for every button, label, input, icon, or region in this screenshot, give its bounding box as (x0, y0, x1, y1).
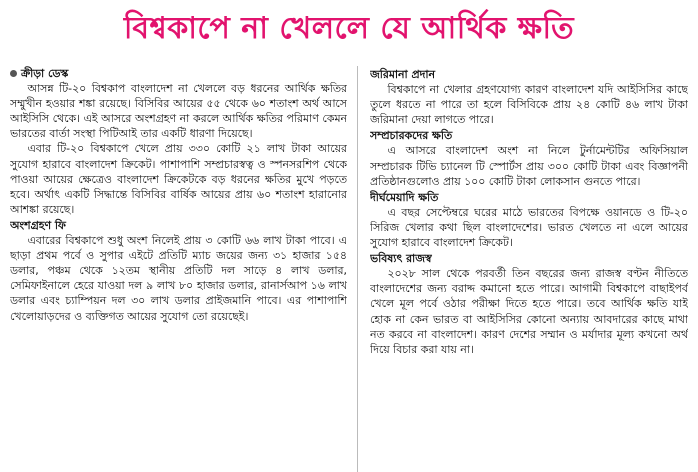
subheading: দীর্ঘমেয়াদি ক্ষতি (370, 190, 439, 204)
paragraph: এবার টি-২০ বিশ্বকাপে খেলে প্রায় ৩৩০ কোটি ২১ লাখ টাকা আয়ের সুযোগ হারাবে বাংলাদেশ ক্রিকেট। পাশাপাশি সম্প্রচারস্বত্ব ও স্পনসরশিপ থেকে পাওয়া আয়ের ক্ষেত্রেও বাংলাদেশ ক্রিকেটকে বড় ধরনের ক্ষতির মুখে পড়তে হবে। অর্থাৎ একটি সিদ্ধান্তে বিসিবির বার্ষিক আয়ের প্রায় ৬০ শতাংশ হারানোর আশঙ্কা রয়েছে। (10, 142, 347, 216)
paragraph: এ আসরে বাংলাদেশ অংশ না নিলে টুর্নামেন্টটির অফিসিয়াল সম্প্রচারক টিভি চ্যানেল টি স্পোর্টস প্রায় ৩০০ কোটি টাকা এবং বিজ্ঞাপনী প্রতিষ্ঠানগুলোও প্রায় ১০০ কোটি টাকা লোকসান গুনতে পারে। (370, 144, 688, 188)
paragraph: এবারের বিশ্বকাপে শুধু অংশ নিলেই প্রায় ৩ কোটি ৬৬ লাখ টাকা পাবে। এ ছাড়া প্রথম পর্বে ও সুপার এইটে প্রতিটি ম্যাচ জয়ের জন্য ৩১ হাজার ১৫৪ ডলার, পঞ্চম থেকে ১২তম স্থানীয় প্রতিটি দল সাড়ে ৪ লাখ ডলার, সেমিফাইনালে হেরে যাওয়া দল ৯ লাখ ৮০ হাজার ডলার, রানার্সআপ ১৬ লাখ ডলার এবং চ্যাম্পিয়ন দল ৩০ লাখ ডলার প্রাইজমানি পাবে। এর পাশাপাশি খেলোয়াড়দের ও ব্যক্তিগত আয়ের সুযোগ তো রয়েছেই। (10, 234, 347, 323)
paragraph: ২০২৮ সাল থেকে পরবর্তী তিন বছরের জন্য রাজস্ব বণ্টন নীতিতে বাংলাদেশের জন্য বরাদ্দ কমানো হতে পারে। আগামী বিশ্বকাপে বাছাইপর্ব খেলে মূল পর্বে ওঠার পরীক্ষা দিতে হতে পারে। তবে আর্থিক ক্ষতি যাই হোক না কেন ভারত বা আইসিসির কোনো অন্যায় আবদারের কাছে মাথা নত করবে না বাংলাদেশ। কারণ দেশের সম্মান ও মর্যাদার মূল্য কখনো অর্থ দিয়ে বিচার করা যায় না। (370, 267, 688, 356)
paragraph: বিশ্বকাপে না খেলার গ্রহণযোগ্য কারণ বাংলাদেশ যদি আইসিসির কাছে তুলে ধরতে না পারে তা হলে বিসিবিকে প্রায় ২৪ কোটি ৪৬ লাখ টাকা জরিমানা দেয়া লাগতে পারে। (370, 83, 688, 127)
bullet-icon (10, 70, 17, 77)
paragraph: আসন্ন টি-২০ বিশ্বকাপ বাংলাদেশ না খেললে বড় ধরনের আর্থিক ক্ষতির সম্মুখীন হওয়ার শঙ্কা রয়েছে। বিসিবির আয়ের ৫৫ থেকে ৬০ শতাংশ অর্থ আসে আইসিসি থেকে। এই আসরে অংশগ্রহণ না করলে আর্থিক ক্ষতির পরিমাণ কেমন ভারতের বার্তা সংস্থা পিটিআই তার একটি ধারণা দিয়েছে। (10, 82, 347, 141)
subheading: সম্প্রচারকদের ক্ষতি (370, 129, 453, 143)
right-column (370, 66, 688, 472)
column-divider (357, 66, 358, 472)
left-column (10, 66, 347, 472)
subheading: জরিমানা প্রদান (370, 68, 436, 81)
byline (10, 66, 347, 81)
headline: বিশ্বকাপে না খেললে যে আর্থিক ক্ষতি (123, 11, 575, 46)
byline-text: ক্রীড়া ডেস্ক (21, 67, 69, 80)
subheading: অংশগ্রহণ ফি (10, 218, 66, 232)
subheading: ভবিষ্যৎ রাজস্ব (370, 252, 432, 266)
paragraph: এ বছর সেপ্টেম্বরে ঘরের মাঠে ভারতের বিপক্ষে ওয়ানডে ও টি-২০ সিরিজ খেলার কথা ছিল বাংলাদেশের। ভারত খেলতে না এলে আয়ের সুযোগ হারাবে বাংলাদেশ ক্রিকেট। (370, 205, 688, 250)
